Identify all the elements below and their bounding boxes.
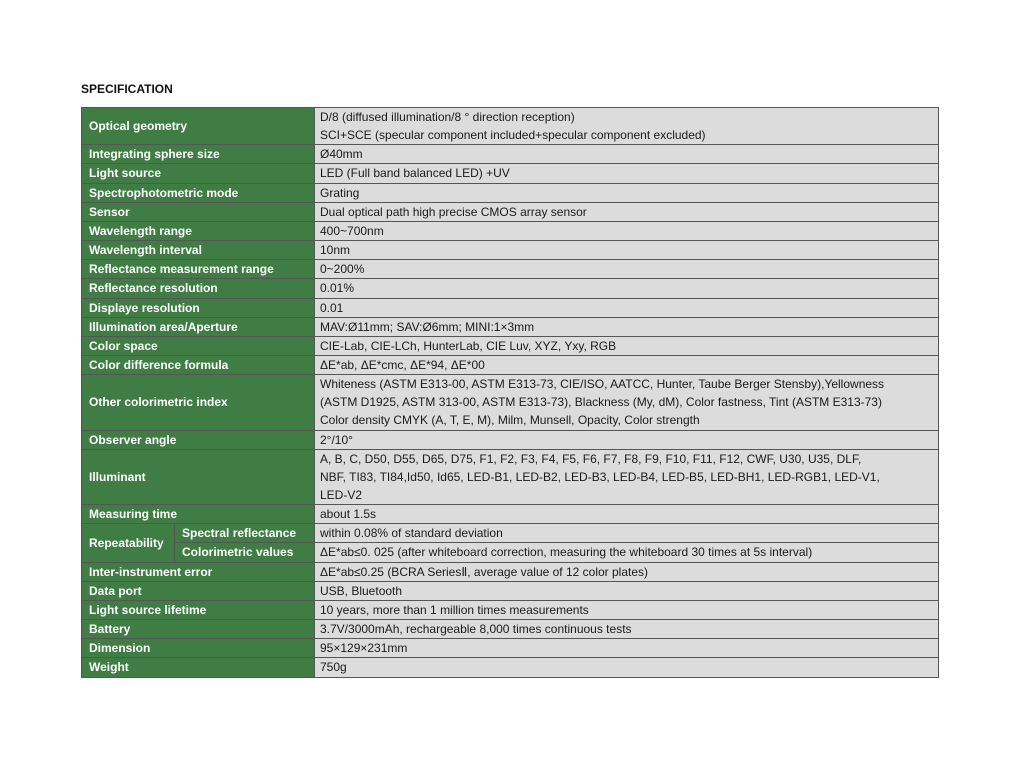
spec-row: [82, 202, 939, 221]
spec-label: Data port: [82, 581, 315, 600]
spec-value: [315, 164, 939, 183]
spec-label: Color space: [82, 336, 315, 355]
spec-label: Weight: [82, 658, 315, 677]
spec-value-line: 0~200%: [320, 262, 365, 277]
spec-value: [315, 145, 939, 164]
spec-sublabel: Colorimetric values: [175, 543, 315, 562]
spec-row: [82, 658, 939, 677]
spec-value: [315, 430, 939, 449]
spec-label: Reflectance resolution: [82, 279, 315, 298]
spec-value-line: 400~700nm: [320, 223, 384, 238]
spec-value-line: LED (Full band balanced LED) +UV: [320, 166, 510, 181]
spec-value: [315, 505, 939, 524]
spec-label: Other colorimetric index: [82, 375, 315, 430]
spec-value-line: Ø40mm: [320, 147, 363, 162]
spec-value-line: (ASTM D1925, ASTM 313-00, ASTM E313-73), Blackness (My, dM), Color fastness, Tint (ASTM E313-73): [320, 395, 882, 410]
spec-label: Illuminant: [82, 449, 315, 504]
spec-value: [315, 581, 939, 600]
spec-row: [82, 108, 939, 145]
spec-value: ΔE*ab≤0. 025 (after whiteboard correction, measuring the whiteboard 30 times at 5s interval): [315, 543, 939, 562]
spec-label: Integrating sphere size: [82, 145, 315, 164]
spec-value: [315, 336, 939, 355]
spec-value: [315, 108, 939, 145]
spec-value-line: 750g: [320, 660, 347, 675]
spec-label: Light source: [82, 164, 315, 183]
spec-value: [315, 658, 939, 677]
spec-value: [315, 241, 939, 260]
spec-row: [82, 562, 939, 581]
spec-value-line: about 1.5s: [320, 507, 377, 522]
spec-label: Battery: [82, 620, 315, 639]
spec-row-repeatability: [82, 543, 939, 562]
spec-label: Observer angle: [82, 430, 315, 449]
spec-row: [82, 336, 939, 355]
spec-value-line: A, B, C, D50, D55, D65, D75, F1, F2, F3, F4, F5, F6, F7, F8, F9, F10, F11, F12, CWF, U30, U35, DLF,: [320, 451, 862, 466]
spec-value-line: NBF, TI83, TI84,Id50, Id65, LED-B1, LED-B2, LED-B3, LED-B4, LED-B5, LED-BH1, LED-RGB1, LED-V1,: [320, 469, 880, 484]
spec-value: [315, 183, 939, 202]
spec-value: [315, 375, 939, 430]
spec-value: [315, 260, 939, 279]
spec-row: [82, 260, 939, 279]
spec-row: [82, 581, 939, 600]
spec-row: [82, 145, 939, 164]
spec-value-line: Color density CMYK (A, T, E, M), Milm, Munsell, Opacity, Color strength: [320, 413, 700, 428]
spec-label: Color difference formula: [82, 356, 315, 375]
spec-value: [315, 356, 939, 375]
spec-value-line: 10 years, more than 1 million times measurements: [320, 602, 589, 617]
spec-row: [82, 279, 939, 298]
spec-label: Sensor: [82, 202, 315, 221]
spec-value: [315, 221, 939, 240]
spec-value-line: 10nm: [320, 243, 351, 258]
spec-value: [315, 600, 939, 619]
spec-label: Inter-instrument error: [82, 562, 315, 581]
spec-value-line: 95×129×231mm: [320, 641, 408, 656]
spec-value-line: SCI+SCE (specular component included+specular component excluded): [320, 128, 706, 143]
spec-value: [315, 449, 939, 504]
spec-label: Measuring time: [82, 505, 315, 524]
spec-value: [315, 639, 939, 658]
spec-label: Repeatability: [82, 524, 175, 562]
spec-value: [315, 279, 939, 298]
spec-value-line: ΔE*ab, ΔE*cmc, ΔE*94, ΔE*00: [320, 358, 485, 372]
spec-value-line: 3.7V/3000mAh, rechargeable 8,000 times continuous tests: [320, 622, 632, 637]
spec-row: [82, 183, 939, 202]
spec-row: [82, 600, 939, 619]
spec-value: [315, 562, 939, 581]
spec-row: [82, 505, 939, 524]
spec-table: [81, 107, 939, 678]
spec-value-line: 0.01: [320, 300, 344, 315]
spec-value-line: LED-V2: [320, 488, 363, 503]
spec-row-repeatability: [82, 524, 939, 543]
spec-label: Wavelength interval: [82, 241, 315, 260]
spec-label: Optical geometry: [82, 108, 315, 145]
spec-value-line: CIE-Lab, CIE-LCh, HunterLab, CIE Luv, XYZ, Yxy, RGB: [320, 338, 617, 353]
spec-value-line: D/8 (diffused illumination/8 ° direction reception): [320, 110, 575, 124]
spec-value-line: 0.01%: [320, 281, 355, 296]
spec-label: Reflectance measurement range: [82, 260, 315, 279]
spec-row: [82, 449, 939, 504]
spec-value-line: ΔE*ab≤0.25 (BCRA SeriesⅡ, average value of 12 color plates): [320, 564, 649, 579]
spec-value: [315, 620, 939, 639]
spec-row: [82, 639, 939, 658]
spec-row: [82, 356, 939, 375]
spec-value: within 0.08% of standard deviation: [315, 524, 939, 543]
spec-value-line: Whiteness (ASTM E313-00, ASTM E313-73, CIE/ISO, AATCC, Hunter, Taube Berger Stensby),Yellowness: [320, 377, 885, 392]
spec-value-line: MAV:Ø11mm; SAV:Ø6mm; MINI:1×3mm: [320, 319, 535, 334]
spec-sublabel: Spectral reflectance: [175, 524, 315, 543]
spec-row: [82, 430, 939, 449]
spec-value-line: Grating: [320, 185, 360, 200]
spec-label: Wavelength range: [82, 221, 315, 240]
spec-value-line: Dual optical path high precise CMOS array sensor: [320, 204, 587, 219]
spec-value: [315, 202, 939, 221]
section-title: SPECIFICATION: [81, 82, 173, 96]
spec-row: [82, 375, 939, 430]
spec-label: Illumination area/Aperture: [82, 317, 315, 336]
spec-row: [82, 164, 939, 183]
spec-value-line: USB, Bluetooth: [320, 583, 403, 598]
spec-row: [82, 317, 939, 336]
spec-label: Spectrophotometric mode: [82, 183, 315, 202]
spec-row: [82, 620, 939, 639]
spec-value: [315, 317, 939, 336]
spec-label: Dimension: [82, 639, 315, 658]
spec-value: [315, 298, 939, 317]
spec-value-line: 2°/10°: [320, 432, 353, 447]
spec-row: [82, 241, 939, 260]
spec-row: [82, 221, 939, 240]
spec-row: [82, 298, 939, 317]
spec-label: Displaye resolution: [82, 298, 315, 317]
spec-label: Light source lifetime: [82, 600, 315, 619]
